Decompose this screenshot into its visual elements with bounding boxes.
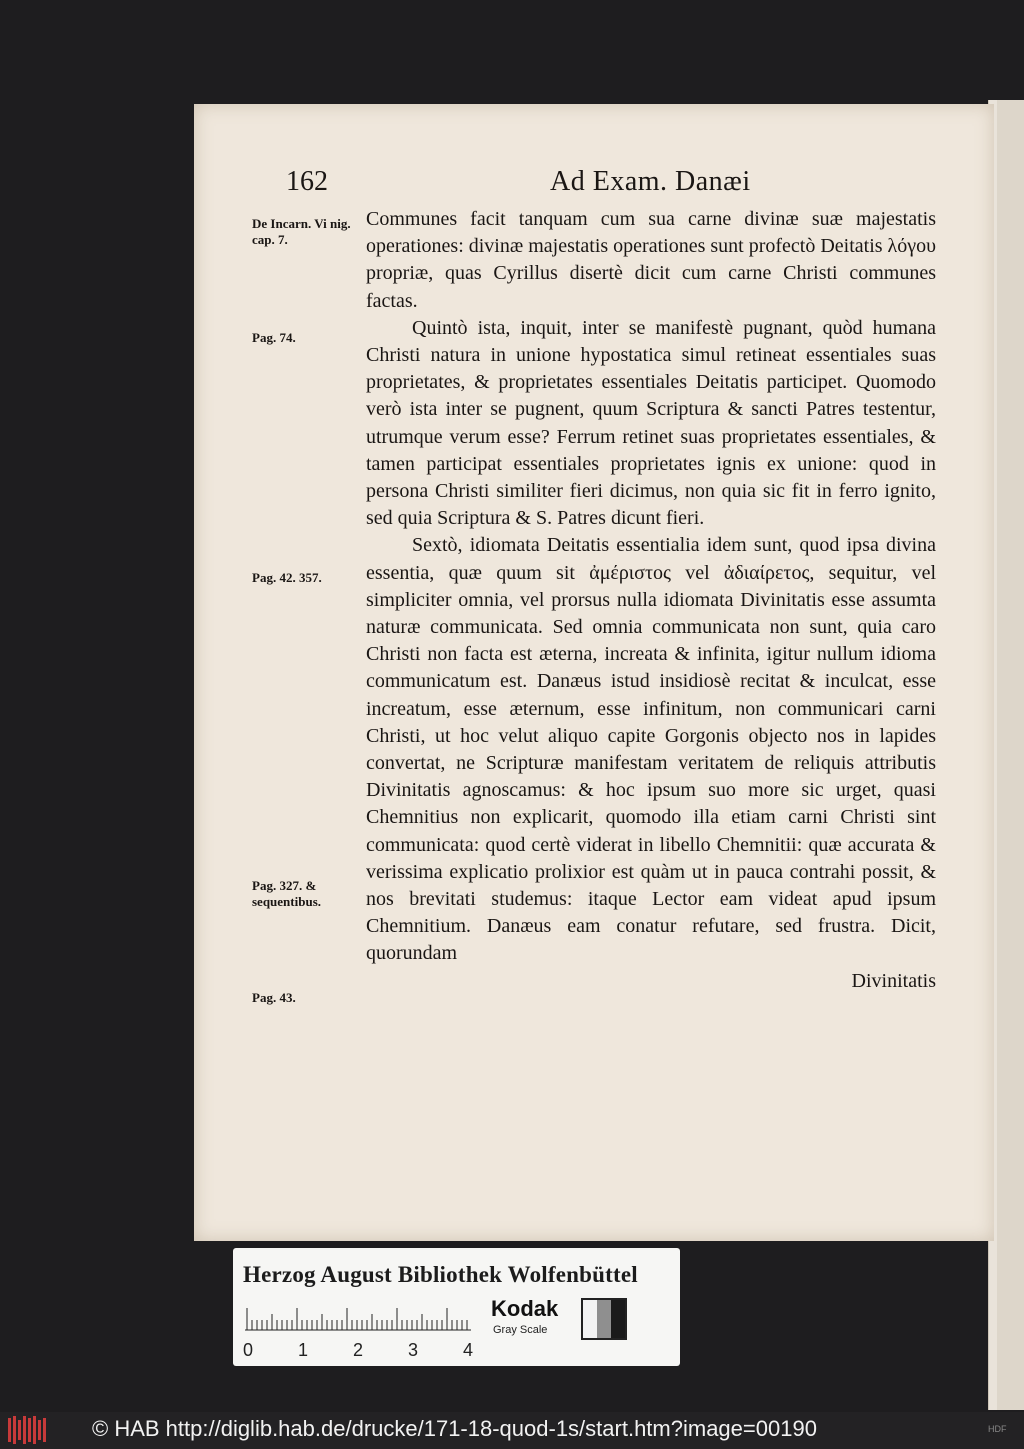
copyright-url: © HAB http://diglib.hab.de/drucke/171-18-quod-1s/start.htm?image=00190 — [92, 1416, 817, 1441]
library-label-card — [233, 1248, 680, 1366]
paragraph-2: Quintò ista, inquit, inter se manifestè pugnant, quòd humana Christi natura in unione hypostatica simul retineat essentiales suas proprietates, & proprietates essentiales Deitatis participet. Quomodo verò ista inter se pugnent, quum Scriptura & sancti Patres testentur, utrumque verum esse? Ferrum retinet suas proprietates essentiales, & tamen participat essentiales proprietates ignis ex unione: quod in persona Christi similiter fieri dicimus, non quia sic fit in ferro ignito, sed quia Scriptura & S. Patres dicunt fieri. — [366, 316, 936, 530]
ruler-number-0: 0 — [243, 1340, 254, 1360]
margin-note-1: De Incarn. Vi nig. cap. 7. — [252, 216, 351, 247]
paragraph-1: Communes facit tanquam cum sua carne divinæ suæ majestatis operationes: divinæ majestatis operationes sunt profectò Deitatis λόγου propriæ, quas Cyrillus disertè dicit cum carne Christi communes factas. — [366, 208, 936, 312]
ruler-number-3: 3 — [408, 1340, 419, 1360]
catchword: Divinitatis — [851, 969, 936, 992]
margin-note-4: Pag. 327. & sequentibus. — [252, 878, 321, 909]
gray-scale-swatch — [581, 1298, 627, 1340]
margin-note-5: Pag. 43. — [252, 990, 296, 1005]
footer-badge: HDF — [988, 1424, 1007, 1434]
main-text — [366, 206, 936, 995]
footer-bar — [0, 1412, 1024, 1449]
paragraph-3: Sextò, idiomata Deitatis essentialia idem sunt, quod ipsa divina essentia, quæ quum sit ἀμέριστος vel ἀδιαίρετος, sequitur, vel simpliciter omnia, vel prorsus nulla idiomata Divinitatis esse assumta naturæ communicata. Sed omnia communicata non sunt, quia caro Christi non facta est æterna, increata & infinita, igitur nullum idioma communicatum est. Danæus istud insidiosè recitat & inculcat, esse increatum, esse æternum, esse infinitum, non communicari carni Christi, ut hoc velut aliquo capite Gorgonis objecto nos in lapides convertat, ne Scripturæ manifestam veritatem de reliquis attributis Divinitatis agnoscamus: & hoc ipsum suo more sic urget, quasi Chemnitius non explicarit, quomodo illa etiam carni Christi sint communicata: quod certè viderat in libello Chemnitii: quæ accurata & verissima explicatio prolixior est quàm ut in pauca contrahi possit, & nos brevitati studemus: itaque Lector eam videat apud ipsum Chemnitium. Danæus eam conatur refutare, sed frustra. Dicit, quorundam — [366, 534, 936, 965]
gray-scale-label: Gray Scale — [493, 1324, 548, 1336]
hab-logo-icon — [6, 1414, 48, 1446]
library-name: Herzog August Bibliothek Wolfenbüttel — [243, 1262, 638, 1287]
ruler-number-1: 1 — [298, 1340, 309, 1360]
ruler-number-4: 4 — [463, 1340, 474, 1360]
adjacent-page-inner — [997, 100, 1024, 1410]
book-page — [194, 104, 994, 1241]
kodak-logo: Kodak — [491, 1296, 559, 1321]
ruler-number-2: 2 — [353, 1340, 364, 1360]
page-number: 162 — [286, 166, 328, 197]
margin-note-3: Pag. 42. 357. — [252, 570, 322, 585]
running-title: Ad Exam. Danæi — [550, 166, 751, 197]
running-head — [194, 166, 994, 206]
margin-note-2: Pag. 74. — [252, 330, 296, 345]
